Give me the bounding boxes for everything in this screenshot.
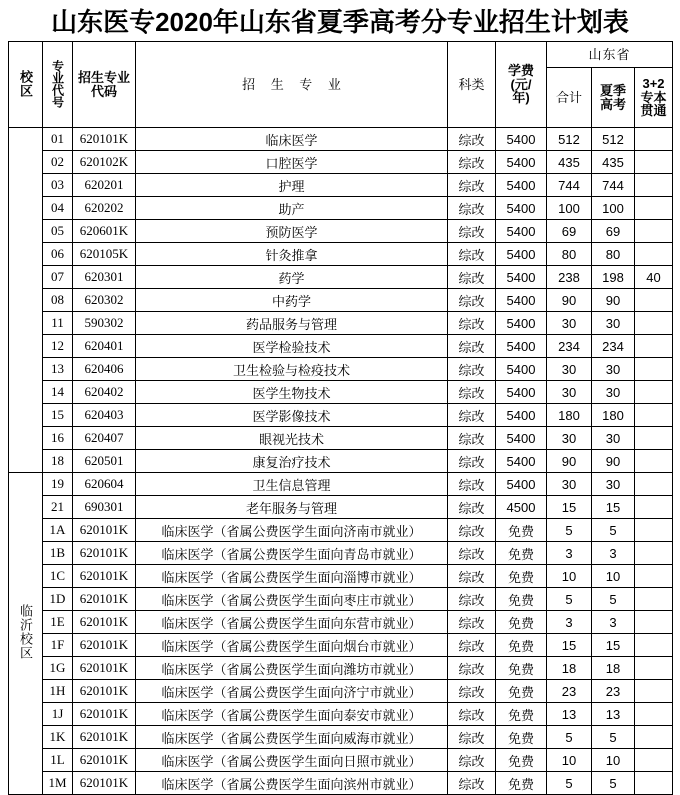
row-code-no: 21 [43,496,73,519]
row-bridge-program [635,542,673,565]
row-fee: 5400 [496,358,547,381]
row-bridge-program [635,519,673,542]
row-total: 18 [547,657,592,680]
row-total: 238 [547,266,592,289]
row-code-no: 01 [43,128,73,151]
row-total: 5 [547,772,592,795]
table-row [9,726,673,749]
row-category: 综改 [448,427,496,450]
row-summer-exam: 100 [592,197,635,220]
table-row [9,289,673,312]
table-row [9,542,673,565]
row-category: 综改 [448,588,496,611]
row-summer-exam: 3 [592,611,635,634]
row-summer-exam: 18 [592,657,635,680]
row-code-no: 15 [43,404,73,427]
row-code-no: 1M [43,772,73,795]
table-row [9,151,673,174]
table-row [9,519,673,542]
row-code-no: 11 [43,312,73,335]
row-major-code: 620202 [73,197,136,220]
row-major-name: 中药学 [136,289,448,312]
header-summer-line2: 高考 [599,96,626,112]
row-code-no: 05 [43,220,73,243]
table-row [9,611,673,634]
row-code-no: 1J [43,703,73,726]
row-bridge-program [635,197,673,220]
row-category: 综改 [448,496,496,519]
row-major-name: 临床医学（省属公费医学生面向潍坊市就业） [136,657,448,680]
row-category: 综改 [448,542,496,565]
header-fee-line2: (元/ [510,76,532,92]
row-fee: 5400 [496,266,547,289]
row-total: 13 [547,703,592,726]
row-fee: 5400 [496,312,547,335]
row-total: 30 [547,427,592,450]
campus-label: 临沂校区 [18,604,33,660]
row-bridge-program [635,289,673,312]
row-fee: 5400 [496,289,547,312]
row-major-code: 620101K [73,542,136,565]
row-major-name: 卫生信息管理 [136,473,448,496]
row-bridge-program [635,450,673,473]
table-row [9,588,673,611]
row-fee: 5400 [496,404,547,427]
row-total: 30 [547,312,592,335]
row-major-name: 助产 [136,197,448,220]
header-code-no [43,42,73,128]
row-bridge-program [635,496,673,519]
row-total: 90 [547,289,592,312]
row-category: 综改 [448,220,496,243]
header-summer-exam [592,68,635,128]
row-major-code: 620101K [73,565,136,588]
row-fee: 5400 [496,174,547,197]
row-fee: 5400 [496,450,547,473]
row-major-name: 眼视光技术 [136,427,448,450]
row-summer-exam: 5 [592,726,635,749]
row-summer-exam: 5 [592,519,635,542]
row-fee: 5400 [496,151,547,174]
row-major-code: 590302 [73,312,136,335]
row-fee: 5400 [496,427,547,450]
row-major-name: 临床医学（省属公费医学生面向泰安市就业） [136,703,448,726]
table-row [9,404,673,427]
row-fee: 5400 [496,243,547,266]
row-major-code: 620406 [73,358,136,381]
row-fee: 免费 [496,703,547,726]
row-total: 5 [547,519,592,542]
row-category: 综改 [448,565,496,588]
table-row [9,312,673,335]
page-title: 山东医专2020年山东省夏季高考分专业招生计划表 [51,7,629,37]
row-total: 5 [547,726,592,749]
header-category: 科类 [448,42,496,128]
row-code-no: 04 [43,197,73,220]
row-total: 30 [547,358,592,381]
row-bridge-program [635,703,673,726]
header-fee-stack [496,64,546,105]
row-category: 综改 [448,611,496,634]
row-category: 综改 [448,381,496,404]
table-row [9,243,673,266]
row-total: 100 [547,197,592,220]
row-fee: 免费 [496,611,547,634]
row-major-name: 护理 [136,174,448,197]
row-major-code: 620101K [73,611,136,634]
row-major-name: 药学 [136,266,448,289]
row-major-name: 预防医学 [136,220,448,243]
row-code-no: 08 [43,289,73,312]
row-major-code: 620101K [73,634,136,657]
row-bridge-program [635,404,673,427]
row-summer-exam: 5 [592,772,635,795]
row-summer-exam: 90 [592,289,635,312]
row-major-code: 620407 [73,427,136,450]
header-major-code-stack [73,71,135,98]
row-summer-exam: 512 [592,128,635,151]
row-code-no: 13 [43,358,73,381]
row-bridge-program [635,657,673,680]
admission-plan-table [8,41,673,795]
row-bridge-program [635,358,673,381]
row-major-code: 620403 [73,404,136,427]
table-row [9,266,673,289]
row-total: 80 [547,243,592,266]
table-row [9,496,673,519]
row-fee: 5400 [496,381,547,404]
row-major-name: 临床医学（省属公费医学生面向青岛市就业） [136,542,448,565]
table-row [9,703,673,726]
header-major-name: 招 生 专 业 [136,42,448,128]
header-major-code-line2: 代码 [90,83,117,99]
row-category: 综改 [448,151,496,174]
row-total: 10 [547,749,592,772]
row-category: 综改 [448,335,496,358]
row-summer-exam: 30 [592,312,635,335]
row-major-code: 620101K [73,680,136,703]
row-major-name: 临床医学（省属公费医学生面向枣庄市就业） [136,588,448,611]
row-summer-exam: 744 [592,174,635,197]
row-summer-exam: 23 [592,680,635,703]
table-row [9,358,673,381]
row-code-no: 02 [43,151,73,174]
row-category: 综改 [448,726,496,749]
row-fee: 免费 [496,519,547,542]
row-fee: 免费 [496,749,547,772]
row-major-name: 医学影像技术 [136,404,448,427]
row-bridge-program [635,312,673,335]
row-major-code: 620105K [73,243,136,266]
row-major-name: 康复治疗技术 [136,450,448,473]
row-fee: 5400 [496,335,547,358]
row-major-name: 药品服务与管理 [136,312,448,335]
row-bridge-program [635,749,673,772]
row-summer-exam: 13 [592,703,635,726]
row-category: 综改 [448,749,496,772]
row-major-name: 临床医学（省属公费医学生面向淄博市就业） [136,565,448,588]
table-body [9,128,673,795]
row-summer-exam: 180 [592,404,635,427]
row-summer-exam: 234 [592,335,635,358]
table-row [9,772,673,795]
row-fee: 免费 [496,726,547,749]
row-major-code: 620101K [73,128,136,151]
row-total: 30 [547,381,592,404]
header-summer-stack [592,84,634,111]
row-code-no: 1B [43,542,73,565]
row-fee: 免费 [496,634,547,657]
header-bridge-line1: 3+2 [642,76,665,92]
row-category: 综改 [448,358,496,381]
row-major-code: 620102K [73,151,136,174]
row-major-name: 临床医学（省属公费医学生面向烟台市就业） [136,634,448,657]
row-total: 69 [547,220,592,243]
row-major-code: 690301 [73,496,136,519]
row-major-code: 620101K [73,519,136,542]
row-major-name: 医学生物技术 [136,381,448,404]
row-code-no: 12 [43,335,73,358]
row-summer-exam: 15 [592,496,635,519]
row-code-no: 16 [43,427,73,450]
row-category: 综改 [448,657,496,680]
row-summer-exam: 435 [592,151,635,174]
row-bridge-program [635,381,673,404]
row-bridge-program [635,427,673,450]
row-total: 3 [547,542,592,565]
row-category: 综改 [448,266,496,289]
row-major-name: 针灸推拿 [136,243,448,266]
row-summer-exam: 30 [592,473,635,496]
row-code-no: 14 [43,381,73,404]
row-bridge-program [635,611,673,634]
row-major-code: 620501 [73,450,136,473]
row-code-no: 1A [43,519,73,542]
header-row-top [9,42,673,68]
header-fee [496,42,547,128]
header-bridge-stack [635,77,672,118]
row-fee: 5400 [496,473,547,496]
row-bridge-program [635,565,673,588]
row-major-name: 临床医学（省属公费医学生面向日照市就业） [136,749,448,772]
row-code-no: 19 [43,473,73,496]
row-total: 15 [547,634,592,657]
header-province: 山东省 [547,42,673,68]
row-code-no: 1H [43,680,73,703]
row-major-name: 临床医学 [136,128,448,151]
row-fee: 5400 [496,220,547,243]
row-code-no: 06 [43,243,73,266]
row-category: 综改 [448,772,496,795]
row-bridge-program [635,243,673,266]
header-bridge-line3: 贯通 [640,103,667,119]
row-major-name: 临床医学（省属公费医学生面向东营市就业） [136,611,448,634]
row-summer-exam: 30 [592,381,635,404]
row-category: 综改 [448,197,496,220]
row-fee: 免费 [496,588,547,611]
row-bridge-program: 40 [635,266,673,289]
row-category: 综改 [448,450,496,473]
row-code-no: 1E [43,611,73,634]
row-bridge-program [635,634,673,657]
header-bridge-program [635,68,673,128]
row-total: 744 [547,174,592,197]
row-major-code: 620101K [73,588,136,611]
row-major-code: 620301 [73,266,136,289]
row-major-code: 620101K [73,749,136,772]
row-fee: 5400 [496,197,547,220]
table-row [9,220,673,243]
row-category: 综改 [448,289,496,312]
row-major-code: 620402 [73,381,136,404]
row-code-no: 1F [43,634,73,657]
table-header [9,42,673,128]
row-summer-exam: 90 [592,450,635,473]
row-summer-exam: 10 [592,565,635,588]
row-major-name: 卫生检验与检疫技术 [136,358,448,381]
row-category: 综改 [448,519,496,542]
campus-cell-linyi [9,473,43,795]
header-major-code-line1: 招生专业 [77,69,130,85]
row-category: 综改 [448,703,496,726]
row-major-name: 临床医学（省属公费医学生面向济南市就业） [136,519,448,542]
row-total: 234 [547,335,592,358]
row-total: 512 [547,128,592,151]
table-row [9,473,673,496]
row-major-code: 620302 [73,289,136,312]
row-category: 综改 [448,404,496,427]
table-row [9,381,673,404]
row-major-name: 临床医学（省属公费医学生面向济宁市就业） [136,680,448,703]
row-summer-exam: 30 [592,427,635,450]
row-total: 30 [547,473,592,496]
row-total: 23 [547,680,592,703]
row-category: 综改 [448,312,496,335]
row-fee: 免费 [496,657,547,680]
row-code-no: 03 [43,174,73,197]
row-major-code: 620101K [73,703,136,726]
header-total: 合计 [547,68,592,128]
header-bridge-line2: 专本 [640,89,667,105]
header-major-code [73,42,136,128]
row-fee: 免费 [496,542,547,565]
row-category: 综改 [448,174,496,197]
row-total: 3 [547,611,592,634]
table-row [9,335,673,358]
row-major-code: 620101K [73,772,136,795]
table-row [9,427,673,450]
row-category: 综改 [448,680,496,703]
table-row [9,174,673,197]
table-row [9,197,673,220]
row-summer-exam: 10 [592,749,635,772]
row-major-name: 老年服务与管理 [136,496,448,519]
row-summer-exam: 15 [592,634,635,657]
header-summer-line1: 夏季 [599,82,626,98]
header-code-no-label: 专业代号 [50,59,65,108]
row-major-code: 620101K [73,726,136,749]
row-category: 综改 [448,634,496,657]
table-row [9,450,673,473]
row-code-no: 1K [43,726,73,749]
row-code-no: 07 [43,266,73,289]
row-total: 90 [547,450,592,473]
row-major-code: 620601K [73,220,136,243]
table-row [9,657,673,680]
header-fee-line3: 年) [512,90,530,106]
header-campus-label: 校区 [18,69,33,98]
row-total: 180 [547,404,592,427]
row-major-name: 口腔医学 [136,151,448,174]
row-bridge-program [635,151,673,174]
row-code-no: 1D [43,588,73,611]
row-major-code: 620101K [73,657,136,680]
row-bridge-program [635,335,673,358]
row-code-no: 18 [43,450,73,473]
table-row [9,680,673,703]
row-category: 综改 [448,473,496,496]
row-major-name: 医学检验技术 [136,335,448,358]
campus-cell-blank [9,128,43,473]
row-category: 综改 [448,128,496,151]
table-row [9,565,673,588]
row-bridge-program [635,588,673,611]
row-total: 10 [547,565,592,588]
row-major-code: 620604 [73,473,136,496]
row-bridge-program [635,680,673,703]
row-bridge-program [635,128,673,151]
row-code-no: 1L [43,749,73,772]
header-fee-line1: 学费 [507,63,534,79]
row-bridge-program [635,726,673,749]
row-total: 15 [547,496,592,519]
row-total: 435 [547,151,592,174]
row-fee: 免费 [496,565,547,588]
header-campus [9,42,43,128]
row-fee: 免费 [496,772,547,795]
row-fee: 4500 [496,496,547,519]
row-summer-exam: 3 [592,542,635,565]
row-bridge-program [635,772,673,795]
row-major-code: 620201 [73,174,136,197]
row-fee: 免费 [496,680,547,703]
row-bridge-program [635,220,673,243]
row-major-name: 临床医学（省属公费医学生面向威海市就业） [136,726,448,749]
row-major-code: 620401 [73,335,136,358]
row-bridge-program [635,473,673,496]
row-major-name: 临床医学（省属公费医学生面向滨州市就业） [136,772,448,795]
row-code-no: 1G [43,657,73,680]
row-bridge-program [635,174,673,197]
table-row [9,749,673,772]
row-fee: 5400 [496,128,547,151]
row-summer-exam: 80 [592,243,635,266]
row-code-no: 1C [43,565,73,588]
row-category: 综改 [448,243,496,266]
row-summer-exam: 5 [592,588,635,611]
row-summer-exam: 30 [592,358,635,381]
row-summer-exam: 198 [592,266,635,289]
row-total: 5 [547,588,592,611]
table-row [9,128,673,151]
row-summer-exam: 69 [592,220,635,243]
table-row [9,634,673,657]
